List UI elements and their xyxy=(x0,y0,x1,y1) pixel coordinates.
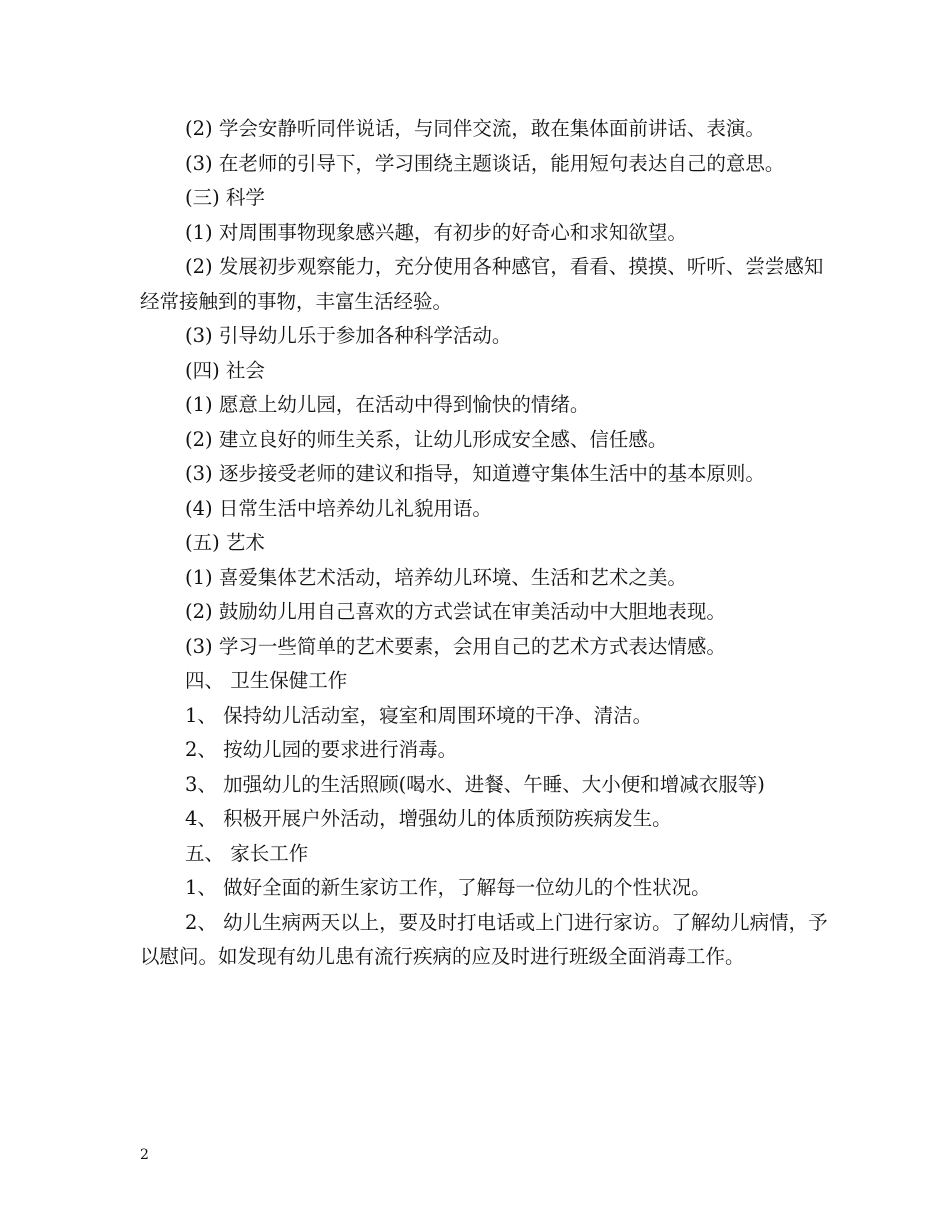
paragraph: (3) 引导幼儿乐于参加各种科学活动。 xyxy=(185,324,512,347)
paragraph: 2、 按幼儿园的要求进行消毒。 xyxy=(185,738,458,761)
paragraph: (3) 逐步接受老师的建议和指导，知道遵守集体生活中的基本原则。 xyxy=(185,462,765,485)
section-heading: 四、 卫生保健工作 xyxy=(185,669,348,692)
paragraph: (2) 学会安静听同伴说话，与同伴交流，敢在集体面前讲话、表演。 xyxy=(185,117,765,140)
paragraph: (1) 对周围事物现象感兴趣，有初步的好奇心和求知欲望。 xyxy=(185,220,687,244)
section-heading: (三) 科学 xyxy=(185,186,265,209)
section-heading: (五) 艺术 xyxy=(185,531,265,554)
paragraph: (3) 在老师的引导下，学习围绕主题谈话，能用短句表达自己的意思。 xyxy=(185,151,785,175)
paragraph: (2) 发展初步观察能力，充分使用各种感官，看看、摸摸、听听、尝尝感知经常接触到的事物，丰富生活经验。 xyxy=(140,255,824,313)
section-heading: (四) 社会 xyxy=(185,358,265,382)
paragraph: 3、 加强幼儿的生活照顾(喝水、进餐、午睡、大小便和增减衣服等) xyxy=(185,772,765,796)
paragraph: (3) 学习一些简单的艺术要素，会用自己的艺术方式表达情感。 xyxy=(185,634,726,658)
section-heading: 五、 家长工作 xyxy=(185,841,309,865)
paragraph: (4) 日常生活中培养幼儿礼貌用语。 xyxy=(185,496,492,520)
paragraph: 2、 幼儿生病两天以上，要及时打电话或上门进行家访。了解幼儿病情，予以慰问。如发现有幼儿患有流行疾病的应及时进行班级全面消毒工作。 xyxy=(140,910,828,968)
paragraph: (2) 鼓励幼儿用自己喜欢的方式尝试在审美活动中大胆地表现。 xyxy=(185,600,726,623)
paragraph: 1、 保持幼儿活动室，寝室和周围环境的干净、清洁。 xyxy=(185,703,653,727)
paragraph: (1) 愿意上幼儿园，在活动中得到愉快的情绪。 xyxy=(185,393,590,416)
document-body xyxy=(140,112,830,975)
page-number: 2 xyxy=(140,1147,149,1163)
paragraph: 1、 做好全面的新生家访工作，了解每一位幼儿的个性状况。 xyxy=(185,876,711,899)
paragraph: 4、 积极开展户外活动，增强幼儿的体质预防疾病发生。 xyxy=(185,807,672,830)
paragraph: (2) 建立良好的师生关系，让幼儿形成安全感、信任感。 xyxy=(185,427,668,451)
paragraph: (1) 喜爱集体艺术活动，培养幼儿环境、生活和艺术之美。 xyxy=(185,565,687,589)
